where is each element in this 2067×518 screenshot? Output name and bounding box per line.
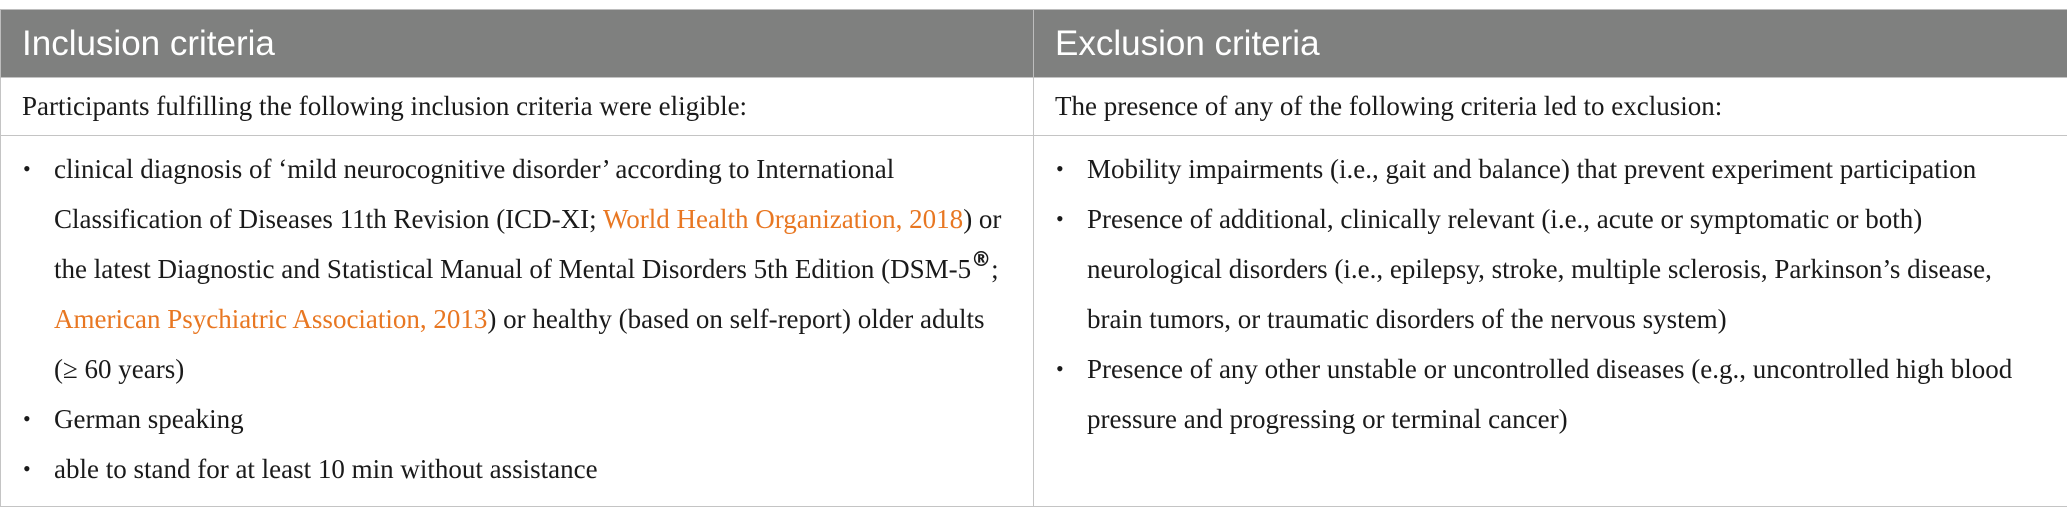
inclusion-list-cell xyxy=(1,136,1034,507)
inclusion-item-text: clinical diagnosis of ‘mild neurocognitive disorder’ according to International Classification of Diseases 11th Revision (ICD-XI; xyxy=(54,154,895,234)
exclusion-item xyxy=(1034,144,2047,194)
exclusion-intro: The presence of any of the following criteria led to exclusion: xyxy=(1034,78,2067,136)
reference-link-who[interactable]: World Health Organization, 2018 xyxy=(602,204,964,234)
inclusion-item-text: ) or the latest Diagnostic and Statistical Manual of Mental Disorders 5th Edition (DSM-5 xyxy=(54,204,1002,284)
bullet-icon: • xyxy=(23,406,31,431)
header-row xyxy=(1,10,2067,78)
inclusion-header: Inclusion criteria xyxy=(1,10,1034,78)
inclusion-item-text: ; xyxy=(991,254,999,284)
inclusion-item-text: able to stand for at least 10 min without assistance xyxy=(54,454,598,484)
criteria-list-row xyxy=(1,136,2067,507)
registered-mark: ® xyxy=(971,247,992,271)
exclusion-item xyxy=(1034,194,2047,344)
inclusion-item-text: German speaking xyxy=(54,404,244,434)
bullet-icon: • xyxy=(23,156,31,181)
bullet-icon: • xyxy=(23,456,31,481)
exclusion-list-cell xyxy=(1034,136,2067,507)
inclusion-item xyxy=(1,394,1013,444)
bullet-icon: • xyxy=(1056,156,1064,181)
criteria-table xyxy=(0,9,2067,507)
bullet-icon: • xyxy=(1056,206,1064,231)
exclusion-item-text: Presence of any other unstable or uncontrolled diseases (e.g., uncontrolled high blood pressure and progressing or terminal cancer) xyxy=(1087,354,2013,434)
inclusion-item xyxy=(1,444,1013,494)
exclusion-item-text: Presence of additional, clinically relevant (i.e., acute or symptomatic or both) neurological disorders (i.e., epilepsy, stroke, multiple sclerosis, Parkinson’s disease, brain tumors, or traumatic disorders of the nervous system) xyxy=(1087,204,1992,334)
exclusion-header: Exclusion criteria xyxy=(1034,10,2067,78)
inclusion-item xyxy=(1,144,1013,394)
exclusion-item xyxy=(1034,344,2047,444)
bullet-icon: • xyxy=(1056,356,1064,381)
inclusion-item-text: ) or healthy (based on self-report) older adults (≥ 60 years) xyxy=(54,304,985,384)
exclusion-list xyxy=(1034,144,2047,444)
inclusion-intro: Participants fulfilling the following inclusion criteria were eligible: xyxy=(1,78,1034,136)
reference-link-apa[interactable]: American Psychiatric Association, 2013 xyxy=(54,304,488,334)
exclusion-item-text: Mobility impairments (i.e., gait and balance) that prevent experiment participation xyxy=(1087,154,1977,184)
inclusion-list xyxy=(1,144,1013,494)
intro-row xyxy=(1,78,2067,136)
